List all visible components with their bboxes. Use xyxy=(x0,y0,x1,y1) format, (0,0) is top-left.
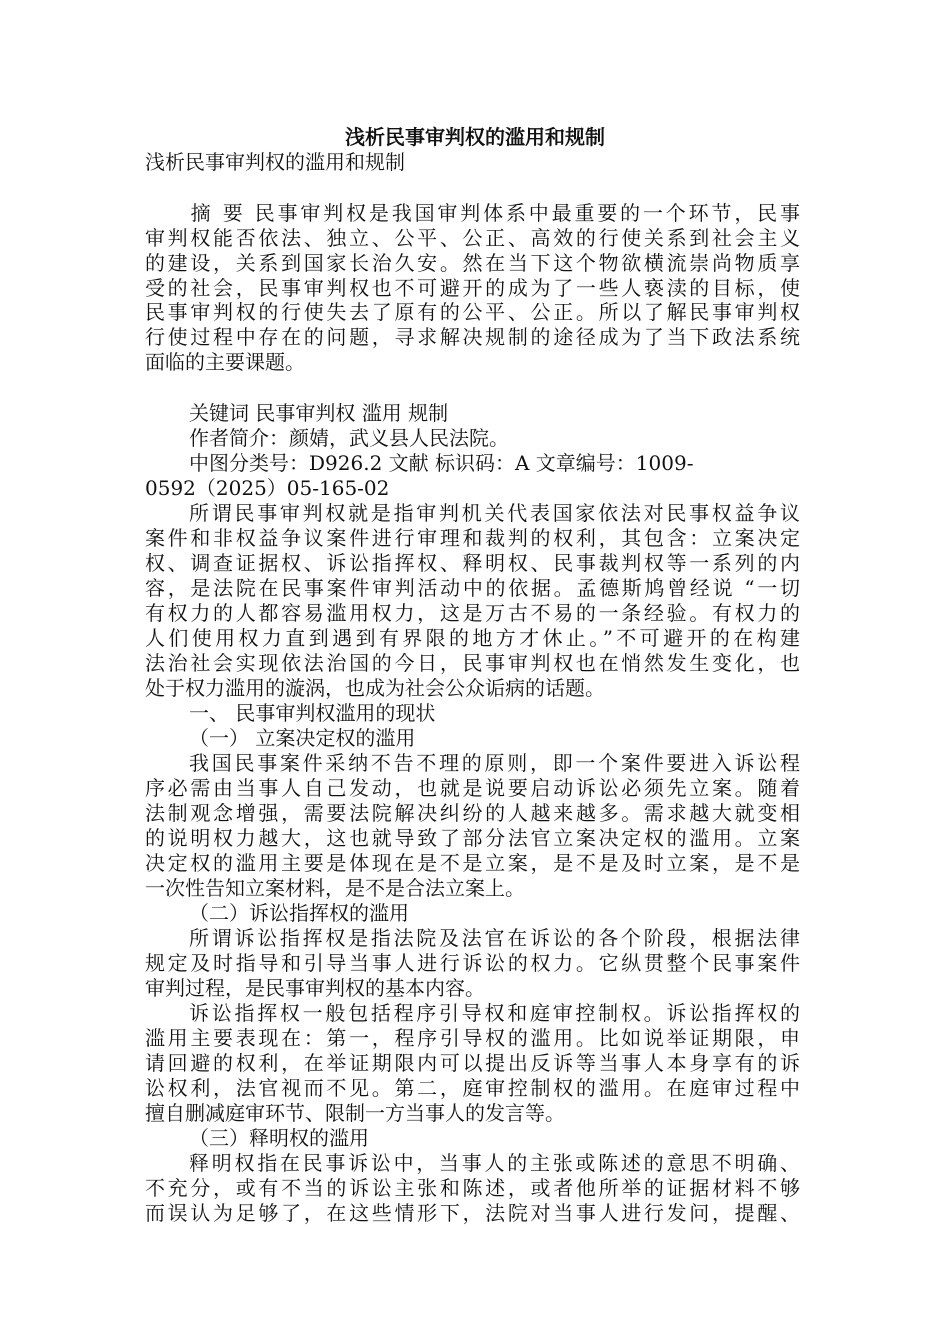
text-line: 面临的主要课题。 xyxy=(145,350,305,374)
subsection-heading: （一） 立案决定权的滥用 xyxy=(189,726,416,750)
subsection-heading: （三）释明权的滥用 xyxy=(189,1126,369,1150)
classification-line: 0592（2025）05-165-02 xyxy=(145,476,390,500)
text-line: 所谓诉讼指挥权是指法院及法官在诉讼的各个阶段，根据法律 xyxy=(189,926,800,950)
text-line: 请回避的权利，在举证期限内可以提出反诉等当事人本身享有的诉 xyxy=(145,1051,800,1075)
text-line: 不充分，或有不当的诉讼主张和陈述，或者他所举的证据材料不够 xyxy=(145,1176,800,1200)
text-line: 民事审判权的行使失去了原有的公平、公正。所以了解民事审判权 xyxy=(145,300,800,324)
text-line: 人们使用权力直到遇到有界限的地方才休止。”不可避开的在构建 xyxy=(145,626,800,650)
text-line: 释明权指在民事诉讼中，当事人的主张或陈述的意思不明确、 xyxy=(189,1151,800,1175)
text-line: 所谓民事审判权就是指审判机关代表国家依法对民事权益争议 xyxy=(189,501,800,525)
text-line: 滥用主要表现在：第一，程序引导权的滥用。比如说举证期限，申 xyxy=(145,1026,800,1050)
text-line: 的建设，关系到国家长治久安。然在当下这个物欲横流崇尚物质享 xyxy=(145,251,800,275)
author-info: 作者简介：颜婧，武义县人民法院。 xyxy=(189,426,509,450)
document-subtitle: 浅析民事审判权的滥用和规制 xyxy=(145,150,405,174)
text-line: 有权力的人都容易滥用权力，这是万古不易的一条经验。有权力的 xyxy=(145,601,800,625)
text-line: 诉讼指挥权一般包括程序引导权和庭审控制权。诉讼指挥权的 xyxy=(189,1001,800,1025)
classification-line: 中图分类号：D926.2 文献 标识码：A 文章编号：1009- xyxy=(189,451,694,475)
text-line: 行使过程中存在的问题，寻求解决规制的途径成为了当下政法系统 xyxy=(145,325,800,349)
text-line: 案件和非权益争议案件进行审理和裁判的权利，其包含：立案决定 xyxy=(145,526,800,550)
text-line: 审判过程，是民事审判权的基本内容。 xyxy=(145,976,485,1000)
text-line: 权、调查证据权、诉讼指挥权、释明权、民事裁判权等一系列的内 xyxy=(145,551,800,575)
keywords: 关键词 民事审判权 滥用 规制 xyxy=(189,401,449,425)
text-line: 处于权力滥用的漩涡，也成为社会公众诟病的话题。 xyxy=(145,676,605,700)
section-heading: 一、 民事审判权滥用的现状 xyxy=(189,701,436,725)
text-line: 规定及时指导和引导当事人进行诉讼的权力。它纵贯整个民事案件 xyxy=(145,951,800,975)
text-line: 一次性告知立案材料，是不是合法立案上。 xyxy=(145,876,525,900)
text-line: 序必需由当事人自己发动，也就是说要启动诉讼必须先立案。随着 xyxy=(145,776,800,800)
text-line: 我国民事案件采纳不告不理的原则，即一个案件要进入诉讼程 xyxy=(189,751,800,775)
document-title: 浅析民事审判权的滥用和规制 xyxy=(345,125,605,149)
text-line: 而误认为足够了，在这些情形下，法院对当事人进行发问，提醒、 xyxy=(145,1201,800,1225)
subsection-heading: （二）诉讼指挥权的滥用 xyxy=(189,901,409,925)
text-line: 法制观念增强，需要法院解决纠纷的人越来越多。需求越大就变相 xyxy=(145,801,800,825)
text-line: 擅自删减庭审环节、限制一方当事人的发言等。 xyxy=(145,1101,565,1125)
text-line: 的说明权力越大，这也就导致了部分法官立案决定权的滥用。立案 xyxy=(145,826,800,850)
text-line: 讼权利，法官视而不见。第二，庭审控制权的滥用。在庭审过程中 xyxy=(145,1076,800,1100)
text-line: 决定权的滥用主要是体现在是不是立案，是不是及时立案，是不是 xyxy=(145,851,800,875)
text-line: 摘 要 民事审判权是我国审判体系中最重要的一个环节，民事 xyxy=(145,201,800,225)
text-line: 容，是法院在民事案件审判活动中的依据。孟德斯鸠曾经说 “一切 xyxy=(145,576,800,600)
text-line: 审判权能否依法、独立、公平、公正、高效的行使关系到社会主义 xyxy=(145,226,800,250)
text-line: 受的社会，民事审判权也不可避开的成为了一些人亵渎的目标，使 xyxy=(145,276,800,300)
text-line: 法治社会实现依法治国的今日，民事审判权也在悄然发生变化，也 xyxy=(145,651,800,675)
